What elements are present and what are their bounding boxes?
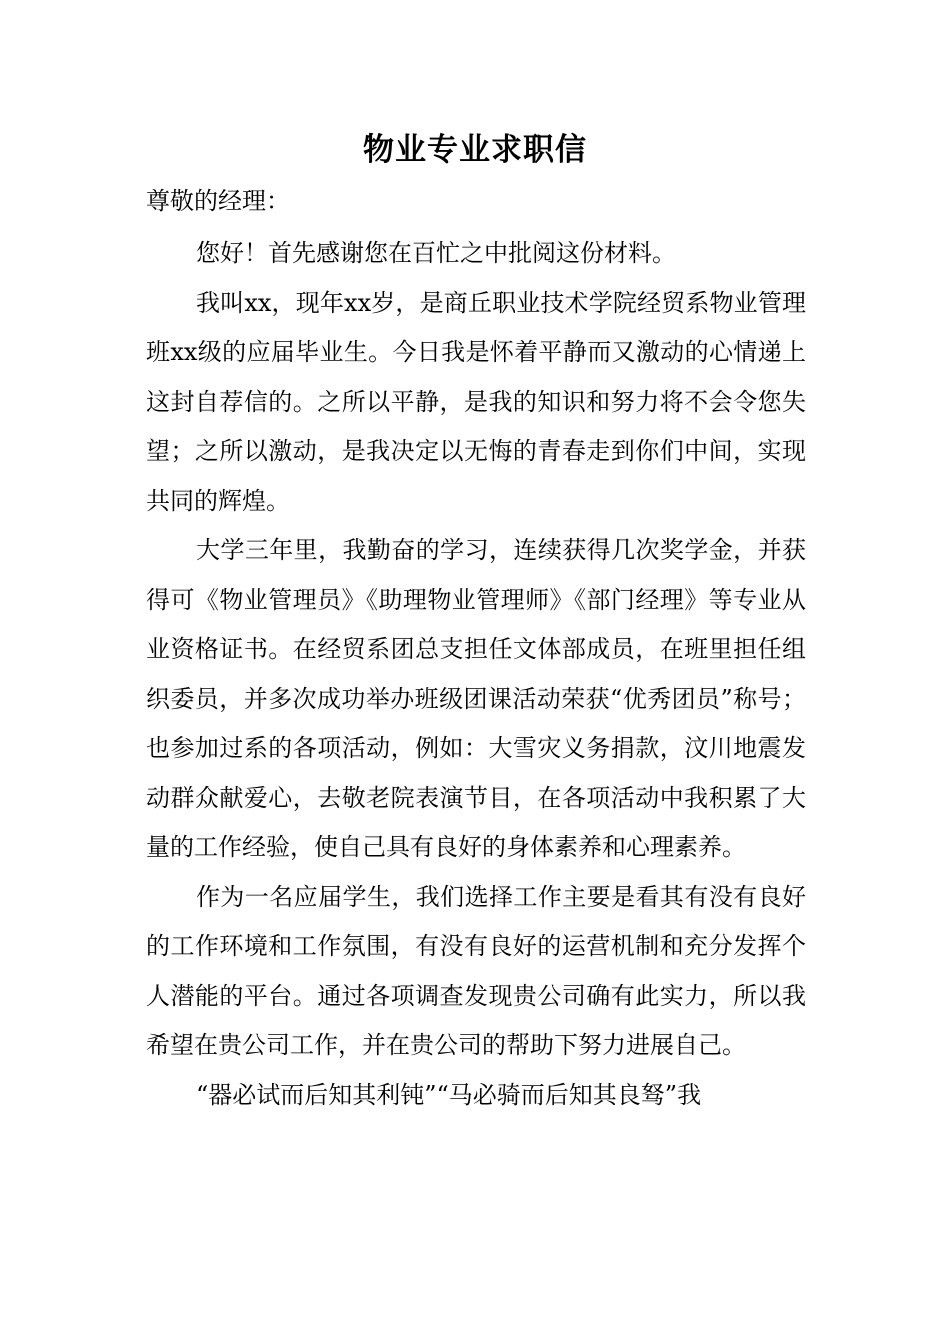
paragraph-achievements: 大学三年里，我勤奋的学习，连续获得几次奖学金，并获得可《物业管理员》《助理物业管理师》《部门经理》等专业从业资格证书。在经贸系团总支担任文体部成员，在班里担任组织委员，并多次成功举办班级团课活动荣获“优秀团员”称号；也参加过系的各项活动，例如：大雪灾义务捐款，汶川地震发动群众献爱心，去敬老院表演节目，在各项活动中我积累了大量的工作经验，使自己具有良好的身体素养和心理素养。 <box>146 536 806 861</box>
paragraph-closing: “器必试而后知其利钝”“马必骑而后知其良驽”我 <box>196 1080 702 1109</box>
paragraph-greeting: 您好！首先感谢您在百忙之中批阅这份材料。 <box>196 239 676 267</box>
letter-body <box>146 229 806 1120</box>
paragraph-motivation: 作为一名应届学生，我们选择工作主要是看其有没有良好的工作环境和工作氛围，有没有良好的运营机制和充分发挥个人潜能的平台。通过各项调查发现贵公司确有此实力，所以我希望在贵公司工作，并在贵公司的帮助下努力进展自己。 <box>146 882 806 1059</box>
document-title: 物业专业求职信 <box>363 132 587 168</box>
paragraph-introduction: 我叫xx，现年xx岁，是商丘职业技术学院经贸系物业管理班xx级的应届毕业生。今日我是怀着平静而又激动的心情递上这封自荐信的。之所以平静，是我的知识和努力将不会令您失望；之所以激动，是我决定以无悔的青春走到你们中间，实现共同的辉煌。 <box>146 288 806 515</box>
salutation: 尊敬的经理： <box>146 187 290 215</box>
